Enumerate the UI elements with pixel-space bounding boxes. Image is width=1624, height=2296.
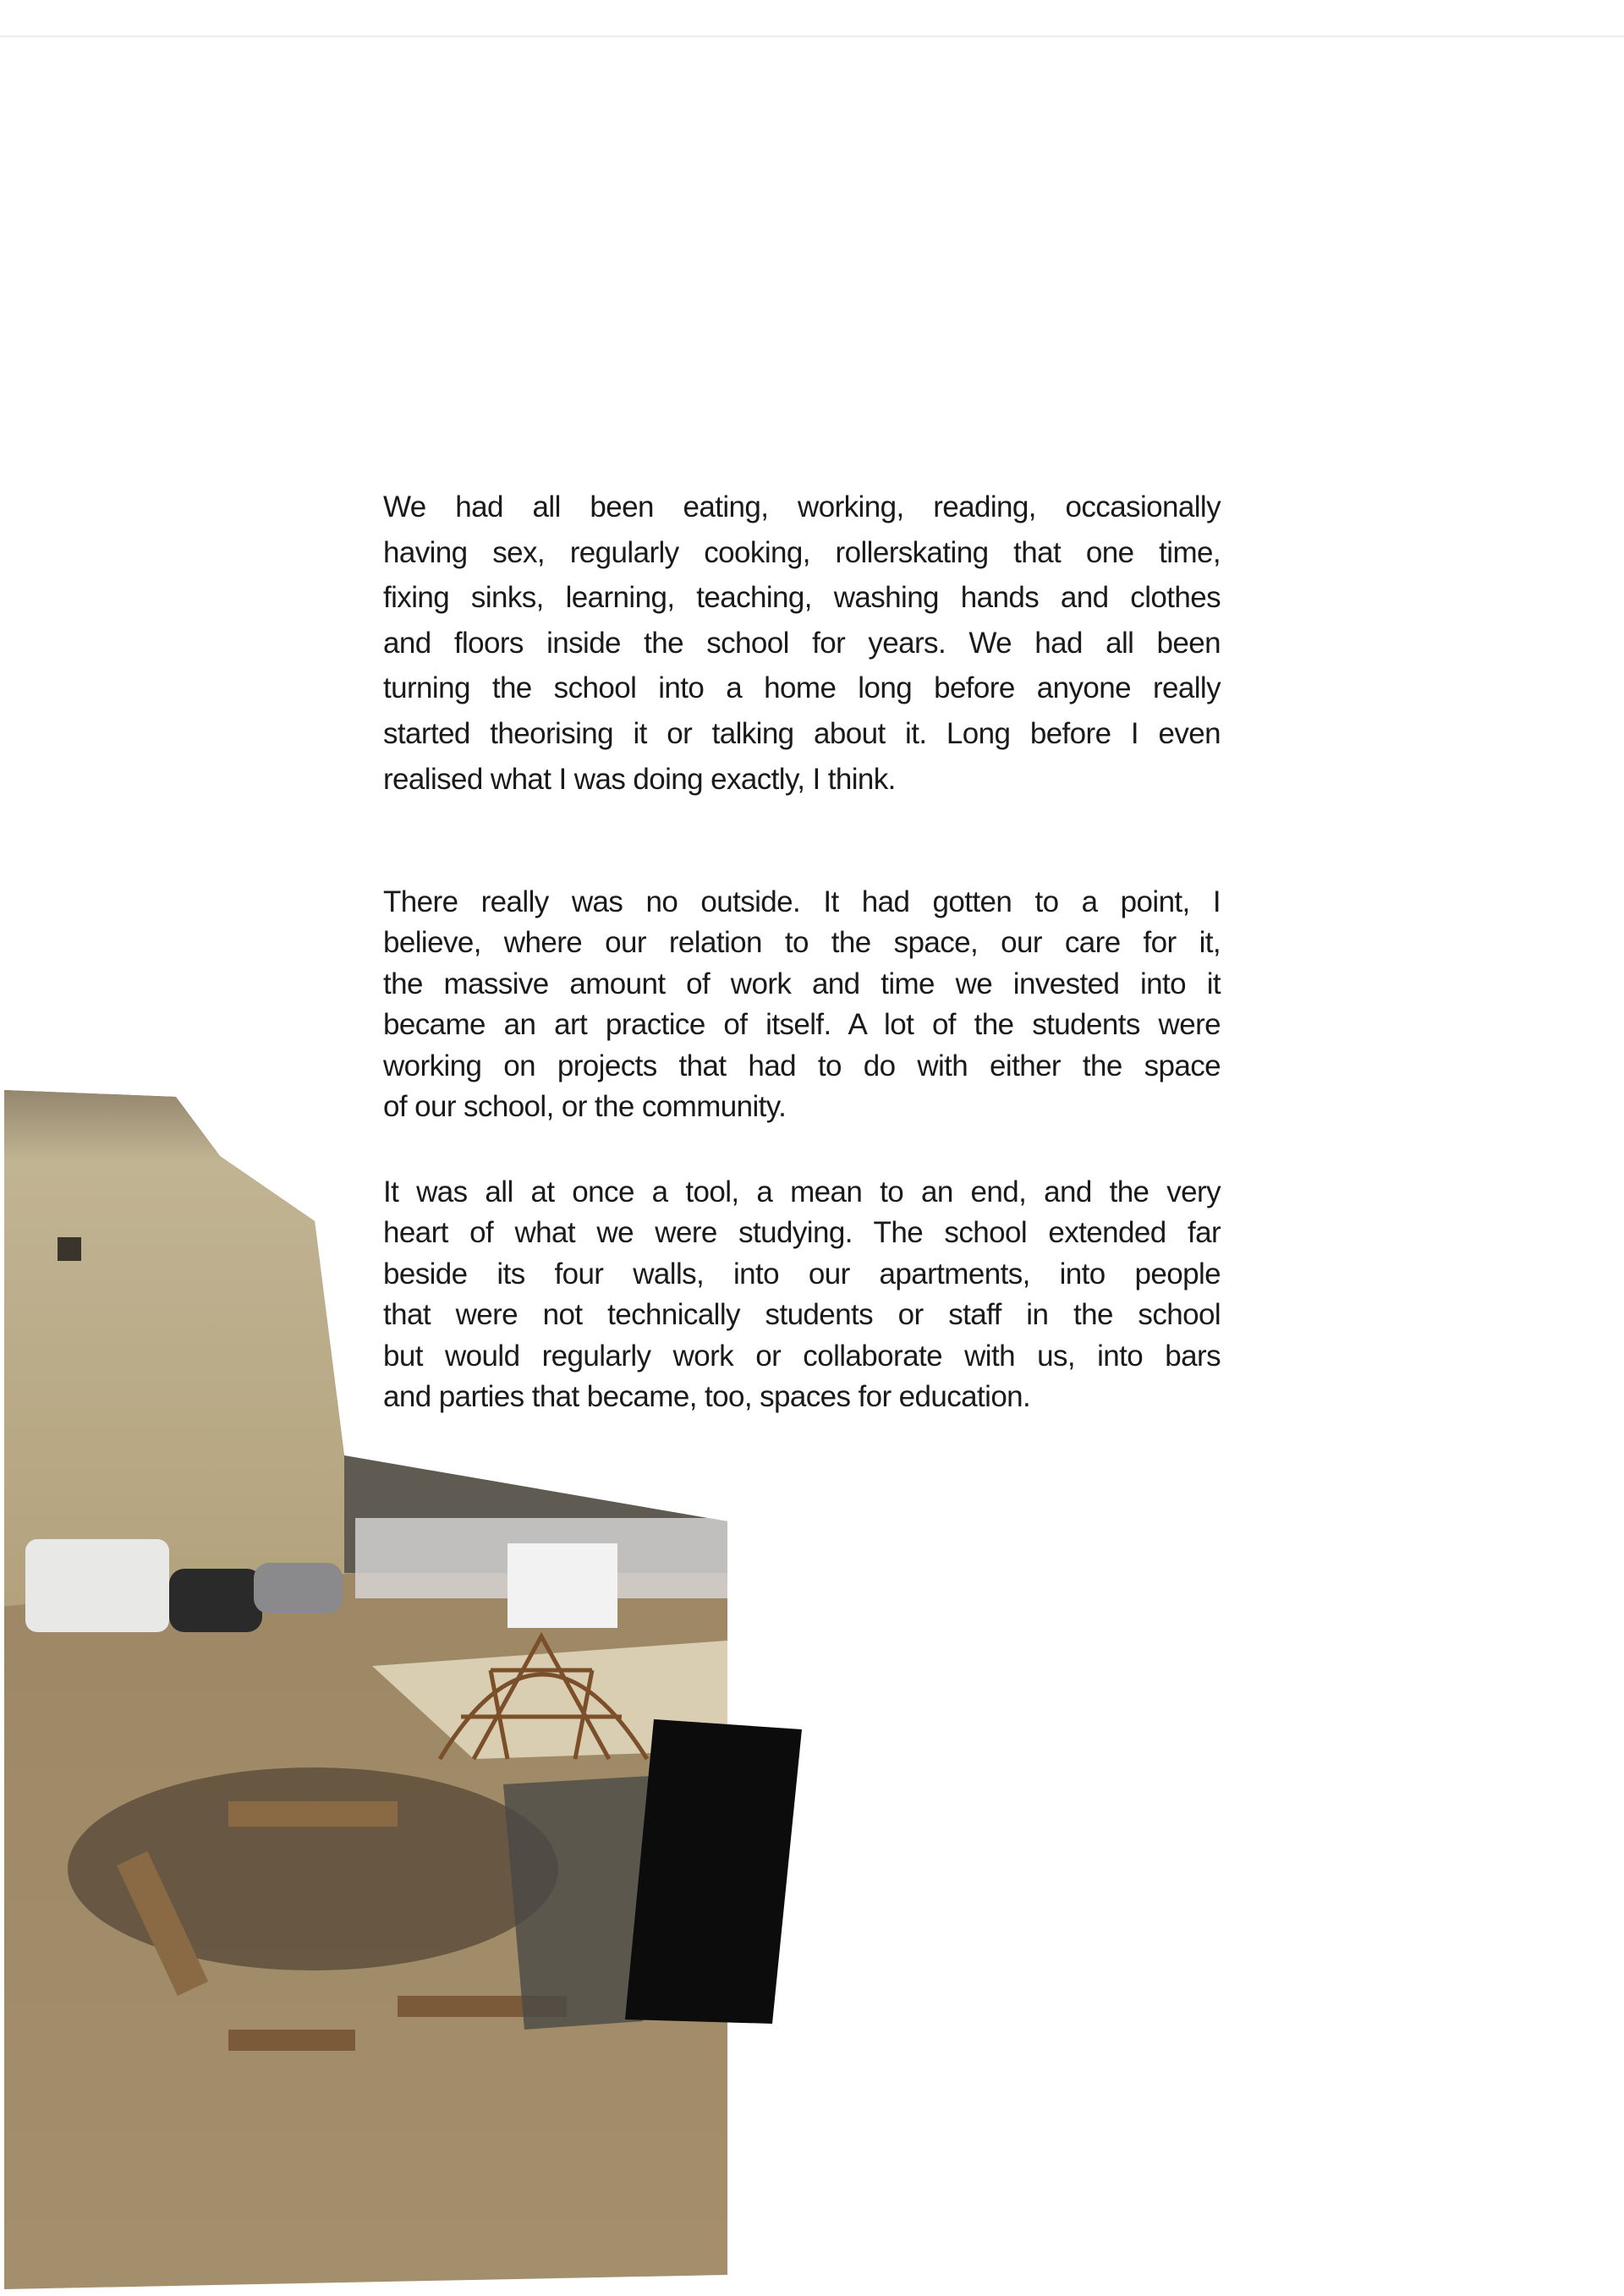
text-line: believe, where our relation to the space, our care for it, [383, 926, 1221, 960]
wall-window [58, 1237, 81, 1261]
white-van [25, 1539, 169, 1632]
text-line: that were not technically students or staff in the school [383, 1298, 1221, 1332]
text-line: and floors inside the school for years. We had all been [383, 626, 1221, 660]
white-gate [508, 1543, 617, 1628]
black-card [625, 1719, 802, 2024]
text-line: heart of what we were studying. The school extended far [383, 1216, 1221, 1250]
text-line: the massive amount of work and time we invested into it [383, 967, 1221, 1000]
text-line: fixing sinks, learning, teaching, washing hands and clothes [383, 581, 1221, 615]
text-line: beside its four walls, into our apartments, into people [383, 1257, 1221, 1290]
building-wall [0, 1082, 355, 1607]
collage-photo [0, 1082, 812, 2296]
scan-edge-line [0, 36, 1624, 37]
text-line: started theorising it or talking about it. Long before I even [383, 716, 1221, 750]
text-line: turning the school into a home long before anyone really [383, 671, 1221, 705]
text-line: working on projects that had to do with either the space [383, 1049, 1221, 1082]
text-line: but would regularly work or collaborate with us, into bars [383, 1339, 1221, 1373]
text-line: having sex, regularly cooking, rollerskating that one time, [383, 535, 1221, 569]
text-line: became an art practice of itself. A lot of the students were [383, 1008, 1221, 1042]
text-line: It was all at once a tool, a mean to an end, and the very [383, 1175, 1221, 1208]
grey-car [254, 1563, 343, 1614]
text-line: of our school, or the community. [383, 1089, 787, 1123]
paragraph-1 [383, 485, 1221, 802]
text-line: and parties that became, too, spaces for education. [383, 1379, 1031, 1413]
text-line: realised what I was doing exactly, I think. [383, 762, 896, 796]
text-line: We had all been eating, working, reading, occasionally [383, 490, 1221, 523]
dark-car [169, 1569, 262, 1632]
text-line: There really was no outside. It had gotten to a point, I [383, 885, 1221, 918]
